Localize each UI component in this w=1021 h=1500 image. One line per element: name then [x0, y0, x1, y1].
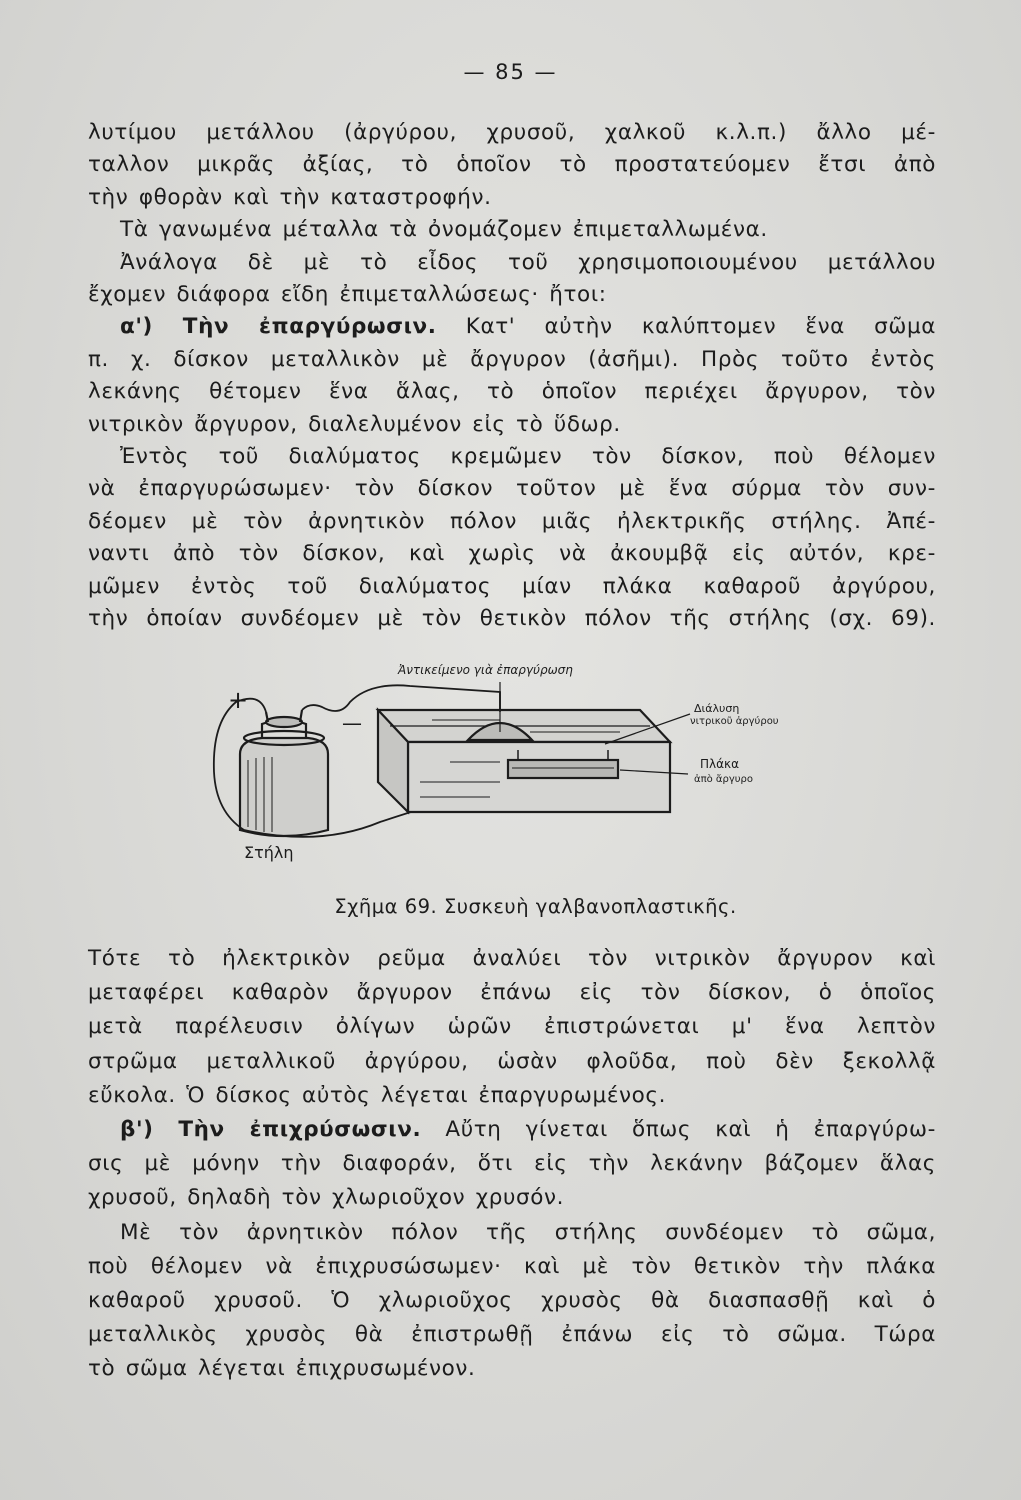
label-solution: Διάλυση: [694, 702, 740, 715]
label-solution-line2: νιτρικοῦ ἀργύρου: [690, 716, 779, 727]
text-line: δέομεν μὲ τὸν ἀρνητικὸν πόλον μιᾶς ἠλεκτρικῆς στήλης. Ἀπέ-: [88, 508, 936, 534]
text-line: π. χ. δίσκον μεταλλικὸν μὲ ἄργυρον (ἀσῆμι). Πρὸς τοῦτο ἐντὸς: [88, 346, 936, 372]
label-object: Ἀντικείμενο γιὰ ἐπαργύρωση: [398, 663, 573, 677]
text-line: Μὲ τὸν ἀρνητικὸν πόλον τῆς στήλης συνδέομεν τὸ σῶμα,: [120, 1219, 936, 1245]
bottom-text-block: [88, 942, 936, 1387]
text-line: σις μὲ μόνην τὴν διαφοράν, ὅτι εἰς τὴν λεκάνην βάζομεν ἅλας: [88, 1151, 936, 1177]
item-a-heading: α') Τὴν ἐπαργύρωσιν.: [120, 314, 437, 340]
text-line: μεταλλικὸς χρυσὸς θὰ ἐπιστρωθῇ ἐπάνω εἰς τὸ σῶμα. Τώρα: [88, 1322, 936, 1348]
label-battery: Στήλη: [244, 843, 294, 862]
text-line: Τότε τὸ ἠλεκτρικὸν ρεῦμα ἀναλύει τὸν νιτρικὸν ἄργυρον καὶ: [88, 946, 936, 971]
figure-69: [200, 662, 779, 862]
text-line: λυτίμου μετάλλου (ἀργύρου, χρυσοῦ, χαλκοῦ κ.λ.π.) ἄλλο μέ-: [88, 120, 936, 145]
plus-sign: +: [228, 686, 249, 714]
paragraph-continuation: [88, 117, 936, 214]
text-line: καθαροῦ χρυσοῦ. Ὁ χλωριοῦχος χρυσὸς θὰ διασπασθῇ καὶ ὁ: [88, 1288, 936, 1314]
electroplating-diagram: [200, 662, 779, 862]
battery-icon: [240, 710, 328, 836]
text-line: εὔκολα. Ὁ δίσκος αὐτὸς λέγεται ἐπαργυρωμένος.: [88, 1082, 667, 1108]
text-line: [88, 311, 936, 343]
top-text-block: [88, 117, 936, 636]
text-line: τὴν φθορὰν καὶ τὴν καταστροφήν.: [88, 184, 492, 210]
text-line: Τὰ γανωμένα μέταλλα τὰ ὀνομάζομεν ἐπιμεταλλωμένα.: [120, 217, 768, 243]
text-line: ναντι ἀπὸ τὸν δίσκον, καὶ χωρὶς νὰ ἀκουμβᾷ εἰς αὐτόν, κρε-: [88, 541, 936, 567]
text-line: μετὰ παρέλευσιν ὀλίγων ὡρῶν ἐπιστρώνεται μ' ἕνα λεπτὸν: [88, 1014, 936, 1040]
text-line: μεταφέρει καθαρὸν ἄργυρον ἐπάνω εἰς τὸν δίσκον, ὁ ὁποῖος: [88, 980, 936, 1006]
text-line: νιτρικὸν ἄργυρον, διαλελυμένον εἰς τὸ ὕδωρ.: [88, 411, 621, 437]
page-number: — 85 —: [463, 60, 558, 84]
paragraph-procedure: [88, 441, 936, 635]
text-line: τὴν ὁποίαν συνδέομεν μὲ τὸν θετικὸν πόλον τῆς στήλης (σχ. 69).: [88, 606, 936, 632]
item-b-heading: β') Τὴν ἐπιχρύσωσιν.: [120, 1117, 422, 1143]
text-line: [88, 1113, 936, 1147]
paragraph-gold-plating: [88, 1113, 936, 1216]
label-plate-line2: ἀπὸ ἄργυρο: [694, 774, 754, 785]
text-line: ποὺ θέλομεν νὰ ἐπιχρυσώσωμεν· καὶ μὲ τὸν θετικὸν τὴν πλάκα: [88, 1253, 936, 1279]
item-b-first-text: Αὔτη γίνεται ὅπως καὶ ἡ ἐπαργύρω-: [445, 1117, 936, 1143]
text-line: ἔχομεν διάφορα εἴδη ἐπιμεταλλώσεως· ἤτοι:: [88, 282, 607, 308]
figure-caption: Σχῆμα 69. Συσκευὴ γαλβανοπλαστικῆς.: [334, 895, 737, 918]
paragraph-types: [88, 247, 936, 312]
text-line: νὰ ἐπαργυρώσωμεν· τὸν δίσκον τοῦτον μὲ ἕνα σύρμα τὸν συν-: [88, 476, 936, 502]
paragraph-plated-metals: [88, 214, 936, 246]
paragraph-gold-procedure: [88, 1216, 936, 1387]
text-line: στρῶμα μεταλλικοῦ ἀργύρου, ὡσὰν φλοῦδα, ποὺ δὲν ξεκολλᾷ: [88, 1048, 936, 1074]
text-line: μῶμεν ἐντὸς τοῦ διαλύματος μίαν πλάκα καθαροῦ ἀργύρου,: [88, 573, 936, 599]
text-line: λεκάνης θέτομεν ἕνα ἅλας, τὸ ὁποῖον περιέχει ἄργυρον, τὸν: [88, 379, 936, 405]
item-a-first-text: Κατ' αὐτὴν καλύπτομεν ἕνα σῶμα: [465, 314, 937, 340]
minus-sign: —: [342, 711, 362, 735]
label-plate: Πλάκα: [700, 757, 740, 771]
text-line: τὸ σῶμα λέγεται ἐπιχρυσωμένον.: [88, 1356, 476, 1382]
paragraph-silver-plating: [88, 311, 936, 441]
paragraph-current: [88, 942, 936, 1113]
text-line: χρυσοῦ, δηλαδὴ τὸν χλωριοῦχον χρυσόν.: [88, 1185, 565, 1211]
text-line: Ἐντὸς τοῦ διαλύματος κρεμῶμεν τὸν δίσκον, ποὺ θέλομεν: [120, 444, 936, 470]
text-line: ταλλον μικρᾶς ἀξίας, τὸ ὁποῖον τὸ προστατεύομεν ἔτσι ἀπὸ: [88, 152, 936, 178]
text-line: Ἀνάλογα δὲ μὲ τὸ εἶδος τοῦ χρησιμοποιουμένου μετάλλου: [120, 249, 936, 275]
